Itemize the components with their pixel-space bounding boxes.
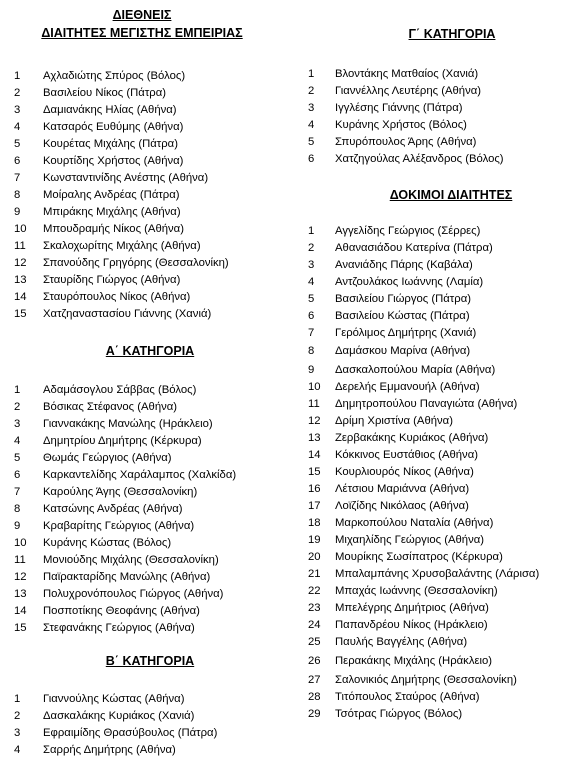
referee-name: Γιαννακάκης Μανώλης (Ηράκλειο) bbox=[43, 418, 213, 430]
list-item bbox=[295, 326, 579, 341]
list-item bbox=[295, 601, 579, 616]
referee-name: Γιαννέλλης Λευτέρης (Αθήνα) bbox=[335, 85, 482, 97]
referee-name: Χατζηαναστασίου Γιάννης (Χανιά) bbox=[43, 308, 212, 320]
item-number: 9 bbox=[14, 520, 21, 532]
list-item bbox=[295, 344, 579, 359]
item-number: 3 bbox=[14, 418, 21, 430]
item-number: 1 bbox=[14, 384, 21, 396]
item-number: 21 bbox=[308, 568, 321, 580]
referee-name: Λοϊζίδης Νικόλαος (Αθήνα) bbox=[335, 500, 469, 512]
list-item bbox=[295, 101, 579, 116]
referee-name: Κυράνης Κώστας (Βόλος) bbox=[43, 537, 172, 549]
item-number: 1 bbox=[308, 68, 315, 80]
item-number: 12 bbox=[14, 257, 27, 269]
list-item bbox=[295, 448, 579, 463]
item-number: 6 bbox=[308, 153, 315, 165]
list-item bbox=[295, 363, 579, 378]
item-number: 4 bbox=[14, 121, 21, 133]
list-item bbox=[0, 709, 295, 724]
list-item bbox=[295, 690, 579, 705]
referee-name: Κραβαρίτης Γεώργιος (Αθήνα) bbox=[43, 520, 195, 532]
list-item bbox=[0, 103, 295, 118]
item-number: 13 bbox=[14, 588, 27, 600]
list-item bbox=[0, 400, 295, 415]
referee-name: Σκαλοχωρίτης Μιχάλης (Αθήνα) bbox=[43, 240, 201, 252]
list-item bbox=[295, 584, 579, 599]
referee-name: Βλοντάκης Ματθαίος (Χανιά) bbox=[335, 68, 479, 80]
item-number: 1 bbox=[14, 693, 21, 705]
section-heading-trainee: ΔΟΚΙΜΟΙ ΔΙΑΙΤΗΤΕΣ bbox=[389, 188, 513, 202]
item-number: 22 bbox=[308, 585, 321, 597]
referee-name: Δαμιανάκης Ηλίας (Αθήνα) bbox=[43, 104, 177, 116]
list-item bbox=[0, 553, 295, 568]
list-item bbox=[295, 482, 579, 497]
referee-name: Μαρκοπούλου Ναταλία (Αθήνα) bbox=[335, 517, 494, 529]
item-number: 25 bbox=[308, 636, 321, 648]
referee-name: Γερόλιμος Δημήτρης (Χανιά) bbox=[335, 327, 477, 339]
referee-name: Σαλονικιός Δημήτρης (Θεσσαλονίκη) bbox=[335, 674, 517, 686]
item-number: 5 bbox=[308, 293, 315, 305]
item-number: 3 bbox=[308, 102, 315, 114]
referee-name: Μπαχάς Ιωάννης (Θεσσαλονίκη) bbox=[335, 585, 498, 597]
referee-name: Κυράνης Χρήστος (Βόλος) bbox=[335, 119, 467, 131]
list-item bbox=[295, 414, 579, 429]
referee-name: Δασκαλοπούλου Μαρία (Αθήνα) bbox=[335, 364, 496, 376]
list-item bbox=[0, 383, 295, 398]
list-item bbox=[0, 434, 295, 449]
list-item bbox=[295, 499, 579, 514]
list-item bbox=[0, 222, 295, 237]
referee-name: Λέτσιου Μαριάννα (Αθήνα) bbox=[335, 483, 470, 495]
referee-name: Σταυρόπουλος Νίκος (Αθήνα) bbox=[43, 291, 191, 303]
item-number: 7 bbox=[14, 486, 21, 498]
list-item bbox=[0, 417, 295, 432]
item-number: 7 bbox=[308, 327, 315, 339]
referee-name: Παπανδρέου Νίκος (Ηράκλειο) bbox=[335, 619, 488, 631]
referee-name: Μοίραλης Ανδρέας (Πάτρα) bbox=[43, 189, 180, 201]
item-number: 24 bbox=[308, 619, 321, 631]
referee-name: Ποσποτίκης Θεοφάνης (Αθήνα) bbox=[43, 605, 200, 617]
referee-name: Κατσαρός Ευθύμης (Αθήνα) bbox=[43, 121, 184, 133]
item-number: 19 bbox=[308, 534, 321, 546]
list-item bbox=[295, 309, 579, 324]
referee-name: Δημητροπούλου Παναγιώτα (Αθήνα) bbox=[335, 398, 518, 410]
item-number: 1 bbox=[14, 70, 21, 82]
referee-name: Ανανιάδης Πάρης (Καβάλα) bbox=[335, 259, 473, 271]
item-number: 4 bbox=[308, 276, 315, 288]
referee-name: Αντζουλάκος Ιωάννης (Λαμία) bbox=[335, 276, 484, 288]
item-number: 2 bbox=[14, 710, 21, 722]
item-number: 3 bbox=[308, 259, 315, 271]
item-number: 10 bbox=[14, 223, 27, 235]
item-number: 27 bbox=[308, 674, 321, 686]
item-number: 9 bbox=[14, 206, 21, 218]
referee-name: Ζερβακάκης Κυριάκος (Αθήνα) bbox=[335, 432, 489, 444]
item-number: 4 bbox=[308, 119, 315, 131]
referee-name: Δερελής Εμμανουήλ (Αθήνα) bbox=[335, 381, 480, 393]
item-number: 8 bbox=[14, 503, 21, 515]
referee-name: Σαρρής Δημήτρης (Αθήνα) bbox=[43, 744, 176, 756]
referee-name: Μπιράκης Μιχάλης (Αθήνα) bbox=[43, 206, 181, 218]
item-number: 1 bbox=[308, 225, 315, 237]
item-number: 14 bbox=[14, 291, 27, 303]
referee-name: Κουρλιουρός Νίκος (Αθήνα) bbox=[335, 466, 474, 478]
list-item bbox=[0, 69, 295, 84]
list-item bbox=[0, 570, 295, 585]
referee-name: Βασιλείου Γιώργος (Πάτρα) bbox=[335, 293, 471, 305]
list-item bbox=[295, 516, 579, 531]
list-item bbox=[0, 86, 295, 101]
item-number: 5 bbox=[308, 136, 315, 148]
list-item bbox=[295, 397, 579, 412]
referee-name: Χατζηγούλας Αλέξανδρος (Βόλος) bbox=[335, 153, 504, 165]
list-item bbox=[295, 431, 579, 446]
referee-name: Μπαλαμπάνης Χρυσοβαλάντης (Λάρισα) bbox=[335, 568, 540, 580]
item-number: 6 bbox=[14, 155, 21, 167]
list-item bbox=[295, 567, 579, 582]
list-item bbox=[295, 550, 579, 565]
list-item bbox=[0, 692, 295, 707]
referee-name: Στεφανάκης Γεώργιος (Αθήνα) bbox=[43, 622, 195, 634]
list-item bbox=[295, 654, 579, 669]
item-number: 11 bbox=[308, 398, 320, 410]
list-item bbox=[295, 292, 579, 307]
item-number: 17 bbox=[308, 500, 321, 512]
item-number: 15 bbox=[14, 622, 27, 634]
referee-name: Αθανασιάδου Κατερίνα (Πάτρα) bbox=[335, 242, 493, 254]
item-number: 26 bbox=[308, 655, 321, 667]
referee-name: Δημητρίου Δημήτρης (Κέρκυρα) bbox=[43, 435, 202, 447]
item-number: 8 bbox=[14, 189, 21, 201]
list-item bbox=[0, 519, 295, 534]
list-item bbox=[295, 380, 579, 395]
referee-name: Βόσικας Στέφανος (Αθήνα) bbox=[43, 401, 178, 413]
list-item bbox=[0, 485, 295, 500]
item-number: 6 bbox=[14, 469, 21, 481]
list-item bbox=[0, 502, 295, 517]
item-number: 13 bbox=[14, 274, 27, 286]
item-number: 4 bbox=[14, 744, 21, 756]
referee-name: Πολυχρονόπουλος Γιώργος (Αθήνα) bbox=[43, 588, 224, 600]
referee-name: Αχλαδιώτης Σπύρος (Βόλος) bbox=[43, 70, 186, 82]
referee-name: Μπελέγρης Δημήτριος (Αθήνα) bbox=[335, 602, 489, 614]
referee-name: Αδαμάσογλου Σάββας (Βόλος) bbox=[43, 384, 197, 396]
item-number: 15 bbox=[308, 466, 321, 478]
referee-name: Σταυρίδης Γιώργος (Αθήνα) bbox=[43, 274, 181, 286]
item-number: 14 bbox=[14, 605, 27, 617]
list-item bbox=[0, 290, 295, 305]
list-item bbox=[0, 239, 295, 254]
item-number: 16 bbox=[308, 483, 321, 495]
item-number: 28 bbox=[308, 691, 321, 703]
list-item bbox=[0, 468, 295, 483]
referee-name: Καρούλης Άγης (Θεσσαλονίκη) bbox=[43, 486, 198, 498]
item-number: 14 bbox=[308, 449, 321, 461]
item-number: 10 bbox=[308, 381, 321, 393]
list-item bbox=[0, 743, 295, 758]
list-item bbox=[0, 536, 295, 551]
list-item bbox=[0, 307, 295, 322]
list-item bbox=[0, 256, 295, 271]
item-number: 11 bbox=[14, 554, 26, 566]
item-number: 9 bbox=[308, 364, 315, 376]
list-item bbox=[295, 465, 579, 480]
item-number: 4 bbox=[14, 435, 21, 447]
list-item bbox=[0, 451, 295, 466]
section-heading-intl: ΔΙΑΙΤΗΤΕΣ ΜΕΓΙΣΤΗΣ ΕΜΠΕΙΡΙΑΣ bbox=[41, 26, 243, 40]
item-number: 3 bbox=[14, 104, 21, 116]
referee-name: Καρκαντελίδης Χαράλαμπος (Χαλκίδα) bbox=[43, 469, 237, 481]
list-item bbox=[0, 120, 295, 135]
item-number: 10 bbox=[14, 537, 27, 549]
list-item bbox=[0, 273, 295, 288]
list-item bbox=[295, 135, 579, 150]
list-item bbox=[295, 618, 579, 633]
referee-name: Παυλής Βαγγέλης (Αθήνα) bbox=[335, 636, 468, 648]
referee-name: Μιχαηλίδης Γεώργιος (Αθήνα) bbox=[335, 534, 485, 546]
referee-name: Τσότρας Γιώργος (Βόλος) bbox=[335, 708, 463, 720]
list-item bbox=[295, 67, 579, 82]
list-item bbox=[295, 118, 579, 133]
list-item bbox=[295, 673, 579, 688]
item-number: 2 bbox=[308, 85, 315, 97]
item-number: 8 bbox=[308, 345, 315, 357]
referee-name: Ιγγλέσης Γιάννης (Πάτρα) bbox=[335, 102, 463, 114]
list-item bbox=[0, 171, 295, 186]
referee-name: Δασκαλάκης Κυριάκος (Χανιά) bbox=[43, 710, 195, 722]
referee-name: Βασιλείου Νίκος (Πάτρα) bbox=[43, 87, 167, 99]
list-item bbox=[295, 84, 579, 99]
list-item bbox=[295, 275, 579, 290]
referee-name: Βασιλείου Κώστας (Πάτρα) bbox=[335, 310, 470, 322]
list-item bbox=[295, 241, 579, 256]
item-number: 7 bbox=[14, 172, 21, 184]
item-number: 11 bbox=[14, 240, 26, 252]
referee-name: Αγγελίδης Γεώργιος (Σέρρες) bbox=[335, 225, 481, 237]
item-number: 6 bbox=[308, 310, 315, 322]
item-number: 3 bbox=[14, 727, 21, 739]
referee-name: Θωμάς Γεώργιος (Αθήνα) bbox=[43, 452, 172, 464]
item-number: 5 bbox=[14, 138, 21, 150]
referee-name: Κόκκινος Ευστάθιος (Αθήνα) bbox=[335, 449, 478, 461]
referee-name: Παϊρακταρίδης Μανώλης (Αθήνα) bbox=[43, 571, 211, 583]
item-number: 2 bbox=[14, 87, 21, 99]
referee-name: Κωνσταντινίδης Ανέστης (Αθήνα) bbox=[43, 172, 209, 184]
referee-name: Κατσώνης Ανδρέας (Αθήνα) bbox=[43, 503, 183, 515]
list-item bbox=[0, 205, 295, 220]
list-item bbox=[0, 188, 295, 203]
list-item bbox=[295, 635, 579, 650]
item-number: 12 bbox=[308, 415, 321, 427]
referee-name: Εφραιμίδης Θρασύβουλος (Πάτρα) bbox=[43, 727, 218, 739]
referee-name: Κουρέτας Μιχάλης (Πάτρα) bbox=[43, 138, 178, 150]
referee-name: Δαμάσκου Μαρίνα (Αθήνα) bbox=[335, 345, 471, 357]
list-item bbox=[295, 533, 579, 548]
section-heading-b: Β΄ ΚΑΤΗΓΟΡΙΑ bbox=[105, 654, 195, 668]
item-number: 15 bbox=[14, 308, 27, 320]
item-number: 12 bbox=[14, 571, 27, 583]
referee-name: Σπανούδης Γρηγόρης (Θεσσαλονίκη) bbox=[43, 257, 229, 269]
list-item bbox=[0, 154, 295, 169]
section-heading-c: Γ΄ ΚΑΤΗΓΟΡΙΑ bbox=[408, 27, 496, 41]
item-number: 20 bbox=[308, 551, 321, 563]
list-item bbox=[0, 604, 295, 619]
item-number: 13 bbox=[308, 432, 321, 444]
list-item bbox=[0, 621, 295, 636]
item-number: 29 bbox=[308, 708, 321, 720]
referee-name: Τιτόπουλος Σταύρος (Αθήνα) bbox=[335, 691, 480, 703]
referee-name: Περακάκης Μιχάλης (Ηράκλειο) bbox=[335, 655, 493, 667]
list-item bbox=[295, 707, 579, 722]
list-item bbox=[295, 224, 579, 239]
item-number: 5 bbox=[14, 452, 21, 464]
referee-name: Μονιούδης Μιχάλης (Θεσσαλονίκη) bbox=[43, 554, 219, 566]
referee-name: Μουρίκης Σωσίπατρος (Κέρκυρα) bbox=[335, 551, 503, 563]
referee-name: Δρίμη Χριστίνα (Αθήνα) bbox=[335, 415, 453, 427]
list-item bbox=[0, 587, 295, 602]
referee-name: Μπουδραμής Νίκος (Αθήνα) bbox=[43, 223, 184, 235]
referee-name: Γιαννούλης Κώστας (Αθήνα) bbox=[43, 693, 185, 705]
section-heading-a: Α΄ ΚΑΤΗΓΟΡΙΑ bbox=[105, 344, 195, 358]
item-number: 18 bbox=[308, 517, 321, 529]
list-item bbox=[295, 258, 579, 273]
item-number: 2 bbox=[308, 242, 315, 254]
item-number: 23 bbox=[308, 602, 321, 614]
list-item bbox=[0, 726, 295, 741]
list-item bbox=[295, 152, 579, 167]
referee-name: Σπυρόπουλος Άρης (Αθήνα) bbox=[335, 136, 477, 148]
list-item bbox=[0, 137, 295, 152]
referee-name: Κουρτίδης Χρήστος (Αθήνα) bbox=[43, 155, 184, 167]
section-heading-intl: ΔΙΕΘΝΕΙΣ bbox=[112, 8, 172, 22]
item-number: 2 bbox=[14, 401, 21, 413]
